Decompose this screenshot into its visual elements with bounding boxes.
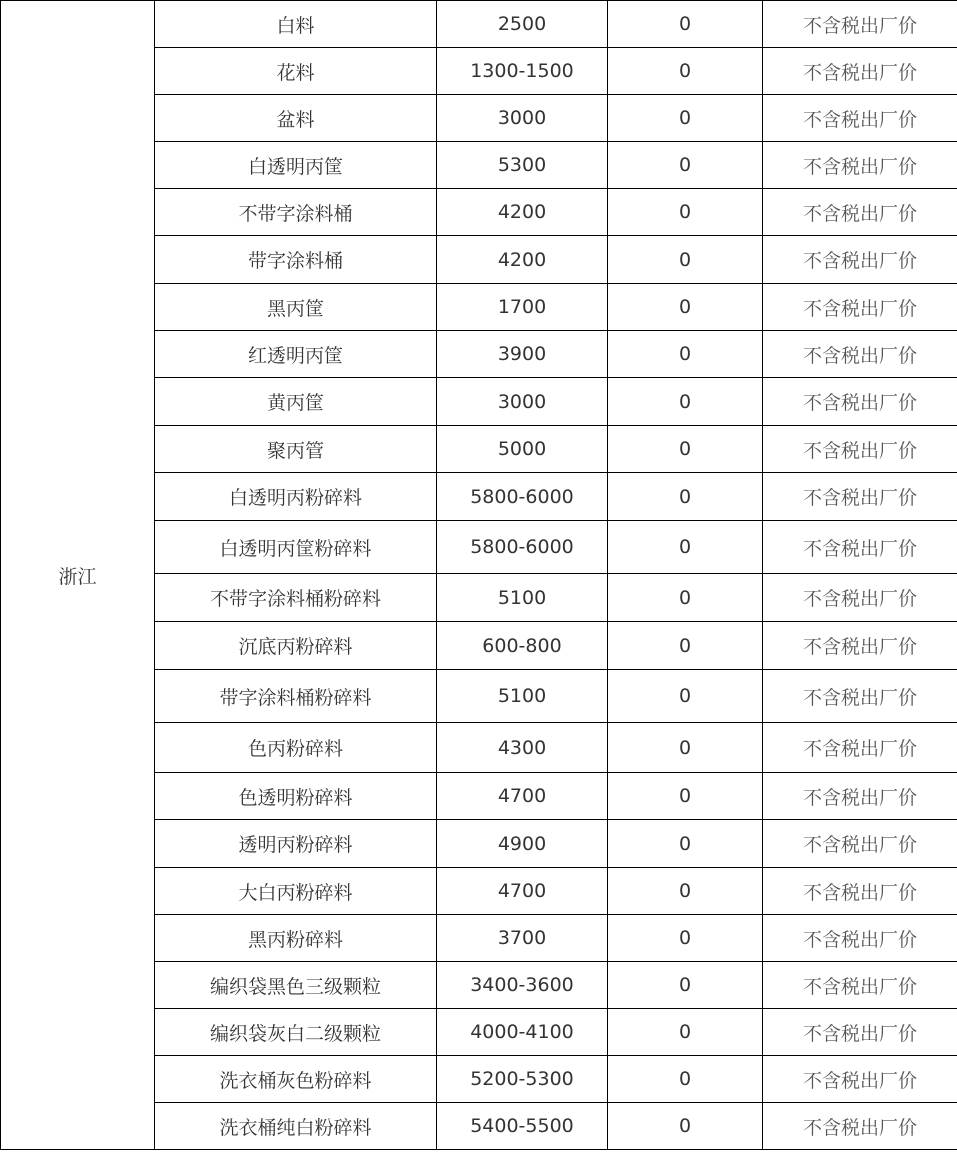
product-name-cell: 花料 xyxy=(155,48,437,95)
price-cell: 5000 xyxy=(437,426,608,473)
product-name-cell: 不带字涂料桶 xyxy=(155,189,437,236)
price-note-cell: 不含税出厂价 xyxy=(763,48,957,95)
product-name-cell: 洗衣桶灰色粉碎料 xyxy=(155,1056,437,1103)
price-note-cell: 不含税出厂价 xyxy=(763,95,957,142)
product-name-cell: 盆料 xyxy=(155,95,437,142)
price-cell: 2500 xyxy=(437,1,608,48)
product-name-cell: 不带字涂料桶粉碎料 xyxy=(155,574,437,622)
price-table-body xyxy=(1,1,957,1150)
price-cell: 4200 xyxy=(437,189,608,236)
price-note-cell: 不含税出厂价 xyxy=(763,868,957,915)
product-name-cell: 洗衣桶纯白粉碎料 xyxy=(155,1103,437,1150)
price-note-cell: 不含税出厂价 xyxy=(763,723,957,773)
change-cell: 0 xyxy=(608,426,763,473)
price-cell: 5800-6000 xyxy=(437,473,608,521)
price-note-cell: 不含税出厂价 xyxy=(763,622,957,670)
price-cell: 5400-5500 xyxy=(437,1103,608,1150)
price-cell: 5800-6000 xyxy=(437,521,608,574)
price-note-cell: 不含税出厂价 xyxy=(763,670,957,723)
price-note-cell: 不含税出厂价 xyxy=(763,574,957,622)
change-cell: 0 xyxy=(608,331,763,378)
price-note-cell: 不含税出厂价 xyxy=(763,773,957,820)
price-note-cell: 不含税出厂价 xyxy=(763,189,957,236)
price-note-cell: 不含税出厂价 xyxy=(763,473,957,521)
price-note-cell: 不含税出厂价 xyxy=(763,915,957,962)
change-cell: 0 xyxy=(608,915,763,962)
price-cell: 5200-5300 xyxy=(437,1056,608,1103)
price-note-cell: 不含税出厂价 xyxy=(763,820,957,868)
change-cell: 0 xyxy=(608,521,763,574)
price-note-cell: 不含税出厂价 xyxy=(763,142,957,189)
product-name-cell: 白透明丙筐 xyxy=(155,142,437,189)
product-name-cell: 白料 xyxy=(155,1,437,48)
change-cell: 0 xyxy=(608,962,763,1009)
product-name-cell: 色透明粉碎料 xyxy=(155,773,437,820)
change-cell: 0 xyxy=(608,1103,763,1150)
price-note-cell: 不含税出厂价 xyxy=(763,1009,957,1056)
price-note-cell: 不含税出厂价 xyxy=(763,236,957,284)
price-cell: 4700 xyxy=(437,868,608,915)
price-note-cell: 不含税出厂价 xyxy=(763,962,957,1009)
product-name-cell: 带字涂料桶 xyxy=(155,236,437,284)
price-cell: 5100 xyxy=(437,670,608,723)
price-cell: 3900 xyxy=(437,331,608,378)
product-name-cell: 色丙粉碎料 xyxy=(155,723,437,773)
price-cell: 4700 xyxy=(437,773,608,820)
price-cell: 600-800 xyxy=(437,622,608,670)
product-name-cell: 黄丙筐 xyxy=(155,378,437,426)
price-note-cell: 不含税出厂价 xyxy=(763,1103,957,1150)
change-cell: 0 xyxy=(608,1056,763,1103)
price-cell: 3000 xyxy=(437,378,608,426)
product-name-cell: 透明丙粉碎料 xyxy=(155,820,437,868)
change-cell: 0 xyxy=(608,773,763,820)
change-cell: 0 xyxy=(608,723,763,773)
product-name-cell: 编织袋黑色三级颗粒 xyxy=(155,962,437,1009)
change-cell: 0 xyxy=(608,48,763,95)
price-cell: 1300-1500 xyxy=(437,48,608,95)
price-cell: 3000 xyxy=(437,95,608,142)
change-cell: 0 xyxy=(608,574,763,622)
product-name-cell: 红透明丙筐 xyxy=(155,331,437,378)
price-note-cell: 不含税出厂价 xyxy=(763,1,957,48)
change-cell: 0 xyxy=(608,868,763,915)
price-cell: 3400-3600 xyxy=(437,962,608,1009)
product-name-cell: 大白丙粉碎料 xyxy=(155,868,437,915)
change-cell: 0 xyxy=(608,670,763,723)
price-cell: 4200 xyxy=(437,236,608,284)
price-note-cell: 不含税出厂价 xyxy=(763,521,957,574)
price-cell: 3700 xyxy=(437,915,608,962)
change-cell: 0 xyxy=(608,189,763,236)
region-cell: 浙江 xyxy=(1,1,155,1150)
product-name-cell: 黑丙粉碎料 xyxy=(155,915,437,962)
change-cell: 0 xyxy=(608,236,763,284)
price-cell: 5100 xyxy=(437,574,608,622)
change-cell: 0 xyxy=(608,95,763,142)
product-name-cell: 黑丙筐 xyxy=(155,284,437,331)
product-name-cell: 白透明丙粉碎料 xyxy=(155,473,437,521)
change-cell: 0 xyxy=(608,142,763,189)
product-name-cell: 白透明丙筐粉碎料 xyxy=(155,521,437,574)
price-note-cell: 不含税出厂价 xyxy=(763,426,957,473)
price-cell: 4000-4100 xyxy=(437,1009,608,1056)
price-note-cell: 不含税出厂价 xyxy=(763,284,957,331)
product-name-cell: 沉底丙粉碎料 xyxy=(155,622,437,670)
change-cell: 0 xyxy=(608,820,763,868)
change-cell: 0 xyxy=(608,284,763,331)
product-name-cell: 聚丙管 xyxy=(155,426,437,473)
change-cell: 0 xyxy=(608,622,763,670)
price-cell: 5300 xyxy=(437,142,608,189)
price-cell: 4900 xyxy=(437,820,608,868)
price-cell: 4300 xyxy=(437,723,608,773)
change-cell: 0 xyxy=(608,1,763,48)
price-cell: 1700 xyxy=(437,284,608,331)
price-note-cell: 不含税出厂价 xyxy=(763,1056,957,1103)
change-cell: 0 xyxy=(608,473,763,521)
table-row xyxy=(1,1,957,48)
price-note-cell: 不含税出厂价 xyxy=(763,331,957,378)
product-name-cell: 编织袋灰白二级颗粒 xyxy=(155,1009,437,1056)
price-note-cell: 不含税出厂价 xyxy=(763,378,957,426)
product-name-cell: 带字涂料桶粉碎料 xyxy=(155,670,437,723)
change-cell: 0 xyxy=(608,378,763,426)
change-cell: 0 xyxy=(608,1009,763,1056)
